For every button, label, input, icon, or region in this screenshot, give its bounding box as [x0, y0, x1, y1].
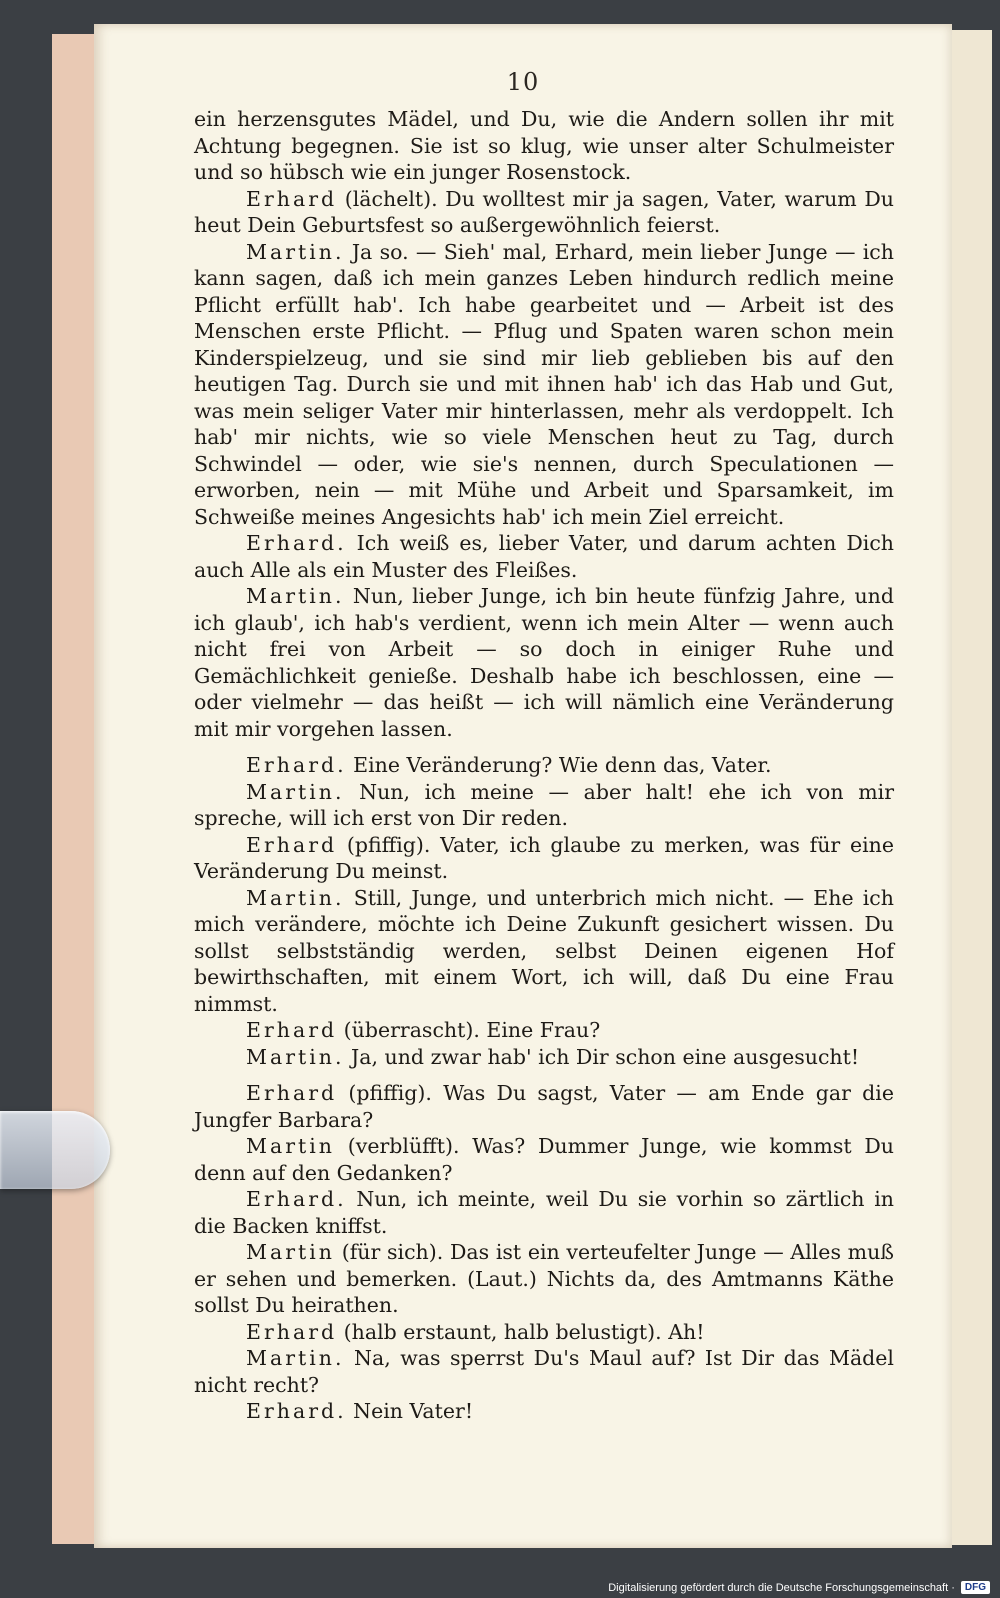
speaker-name: Martin. — [246, 885, 345, 910]
dialogue-text: Nun, ich meine — aber halt! ehe ich von mir spreche, will ich erst von Dir reden. — [194, 779, 894, 830]
dialogue-text: Nun, lieber Junge, ich bin heute fünfzig Jahre, und ich glaub', ich hab's verdient, wenn ich mein Alter — wenn auch nicht frei von Arbeit — so doch in einiger Ruhe und Gemächlichkeit genieße. Deshalb habe ich beschlossen, eine — oder vielmehr — das heißt — ich will nämlich eine Veränderung mit mir vorgehen lassen. — [194, 584, 894, 741]
dialogue-line — [194, 1186, 894, 1239]
speaker-name: Martin. — [246, 584, 345, 608]
dialogue-text: Nun, ich meinte, weil Du sie vorhin so zärtlich in die Backen kniffst. — [194, 1187, 894, 1238]
dialogue-text: (verblüfft). Was? Dummer Junge, wie kommst Du denn auf den Gedanken? — [194, 1134, 894, 1185]
dialogue-line — [194, 1044, 894, 1071]
speaker-name: Martin — [246, 1134, 336, 1158]
speaker-name: Martin — [246, 1240, 336, 1264]
dialogue-text: (lächelt). Du wolltest mir ja sagen, Vater, warum Du heut Dein Geburtsfest so außergewöhnlich feierst. — [194, 186, 894, 237]
speaker-name: Erhard. — [246, 1399, 347, 1423]
next-page-edge — [948, 30, 992, 1545]
dialogue-line — [194, 1319, 894, 1346]
drama-text — [194, 106, 894, 1425]
digitization-credit — [608, 1581, 990, 1594]
book-page — [94, 24, 952, 1548]
dialogue-line — [194, 1133, 894, 1186]
dialogue-text: Ja so. — Sieh' mal, Erhard, mein lieber Junge — ich kann sagen, daß ich mein ganzes Leben hindurch redlich meine Pflicht erfüllt hab'. Ich habe gearbeitet und — Arbeit ist des Menschen erste Pflicht. — Pflug und Spaten waren schon mein Kinderspielzeug, und sie sind mir lieb geblieben bis auf den heutigen Tag. Durch sie und mit ihnen hab' ich das Hab und Gut, was mein seliger Vater mir hinterlassen, mehr als verdoppelt. Ich hab' mir nichts, wie so viele Menschen heut zu Tag, durch Schwindel — oder, wie sie's nennen, durch Speculationen — erworben, nein — mit Mühe und Arbeit und Sparsamkeit, im Schweiße meines Angesichts hab' ich mein Ziel erreicht. — [194, 239, 894, 529]
dialogue-text: (halb erstaunt, halb belustigt). Ah! — [337, 1319, 705, 1344]
dialogue-line — [194, 1398, 894, 1425]
speaker-name: Martin. — [246, 1346, 345, 1370]
speaker-name: Erhard — [246, 1319, 338, 1344]
speaker-name: Martin. — [246, 1044, 345, 1069]
dialogue-text: (überrascht). Eine Frau? — [337, 1018, 601, 1042]
speaker-name: Erhard — [246, 186, 338, 211]
dialogue-text: Ja, und zwar hab' ich Dir schon eine ausgesucht! — [344, 1044, 860, 1069]
viewer-side-handle[interactable] — [0, 1111, 110, 1189]
speaker-name: Erhard — [246, 1018, 338, 1042]
speaker-name: Martin. — [246, 239, 345, 264]
speaker-name: Erhard. — [246, 753, 347, 777]
page-number: 10 — [506, 68, 540, 96]
dialogue-line — [194, 752, 894, 779]
dialogue-line — [194, 530, 894, 583]
dialogue-text: (pfiffig). Vater, ich glaube zu merken, was für eine Veränderung Du meinst. — [194, 832, 894, 883]
dialogue-line — [194, 1017, 894, 1044]
dialogue-line — [194, 779, 894, 832]
dfg-logo: DFG — [961, 1581, 990, 1594]
credit-text: Digitalisierung gefördert durch die Deutsche Forschungsgemeinschaft · — [608, 1581, 955, 1594]
speaker-name: Erhard — [246, 832, 338, 857]
dialogue-line — [194, 1345, 894, 1398]
speaker-name: Erhard. — [246, 531, 347, 555]
dialogue-line — [194, 583, 894, 742]
dialogue-text: (pfiffig). Was Du sagst, Vater — am Ende gar die Jungfer Barbara? — [194, 1081, 894, 1132]
dialogue-line — [194, 1080, 894, 1133]
dialogue-text: Na, was sperrst Du's Maul auf? Ist Dir das Mädel nicht recht? — [194, 1346, 894, 1397]
dialogue-line — [194, 239, 894, 531]
speaker-name: Erhard. — [246, 1187, 347, 1211]
dialogue-text: Nein Vater! — [346, 1399, 474, 1423]
dialogue-line — [194, 186, 894, 239]
paragraph-continuation: ein herzensgutes Mädel, und Du, wie die Andern sollen ihr mit Achtung begegnen. Sie ist so klug, wie unser alter Schulmeister und so hübsch wie ein junger Rosenstock. — [194, 107, 894, 184]
dialogue-text: (für sich). Das ist ein verteufelter Junge — Alles muß er sehen und bemerken. (Laut.) Nichts da, des Amtmanns Käthe sollst Du heirathen. — [194, 1240, 894, 1317]
dialogue-text: Still, Junge, und unterbrich mich nicht. — Ehe ich mich verändere, möchte ich Deine Zukunft gesichert wissen. Du sollst selbstständig werden, selbst Deinen eigenen Hof bewirthschaften, mit einem Wort, ich will, daß Du eine Frau nimmst. — [194, 885, 894, 1016]
dialogue-line — [194, 885, 894, 1018]
dialogue-text: Eine Veränderung? Wie denn das, Vater. — [346, 753, 772, 777]
speaker-name: Martin. — [246, 779, 345, 804]
dialogue-line — [194, 832, 894, 885]
dialogue-text: Ich weiß es, lieber Vater, und darum achten Dich auch Alle als ein Muster des Fleißes. — [194, 531, 894, 582]
speaker-name: Erhard — [246, 1081, 338, 1105]
dialogue-line — [194, 1239, 894, 1319]
